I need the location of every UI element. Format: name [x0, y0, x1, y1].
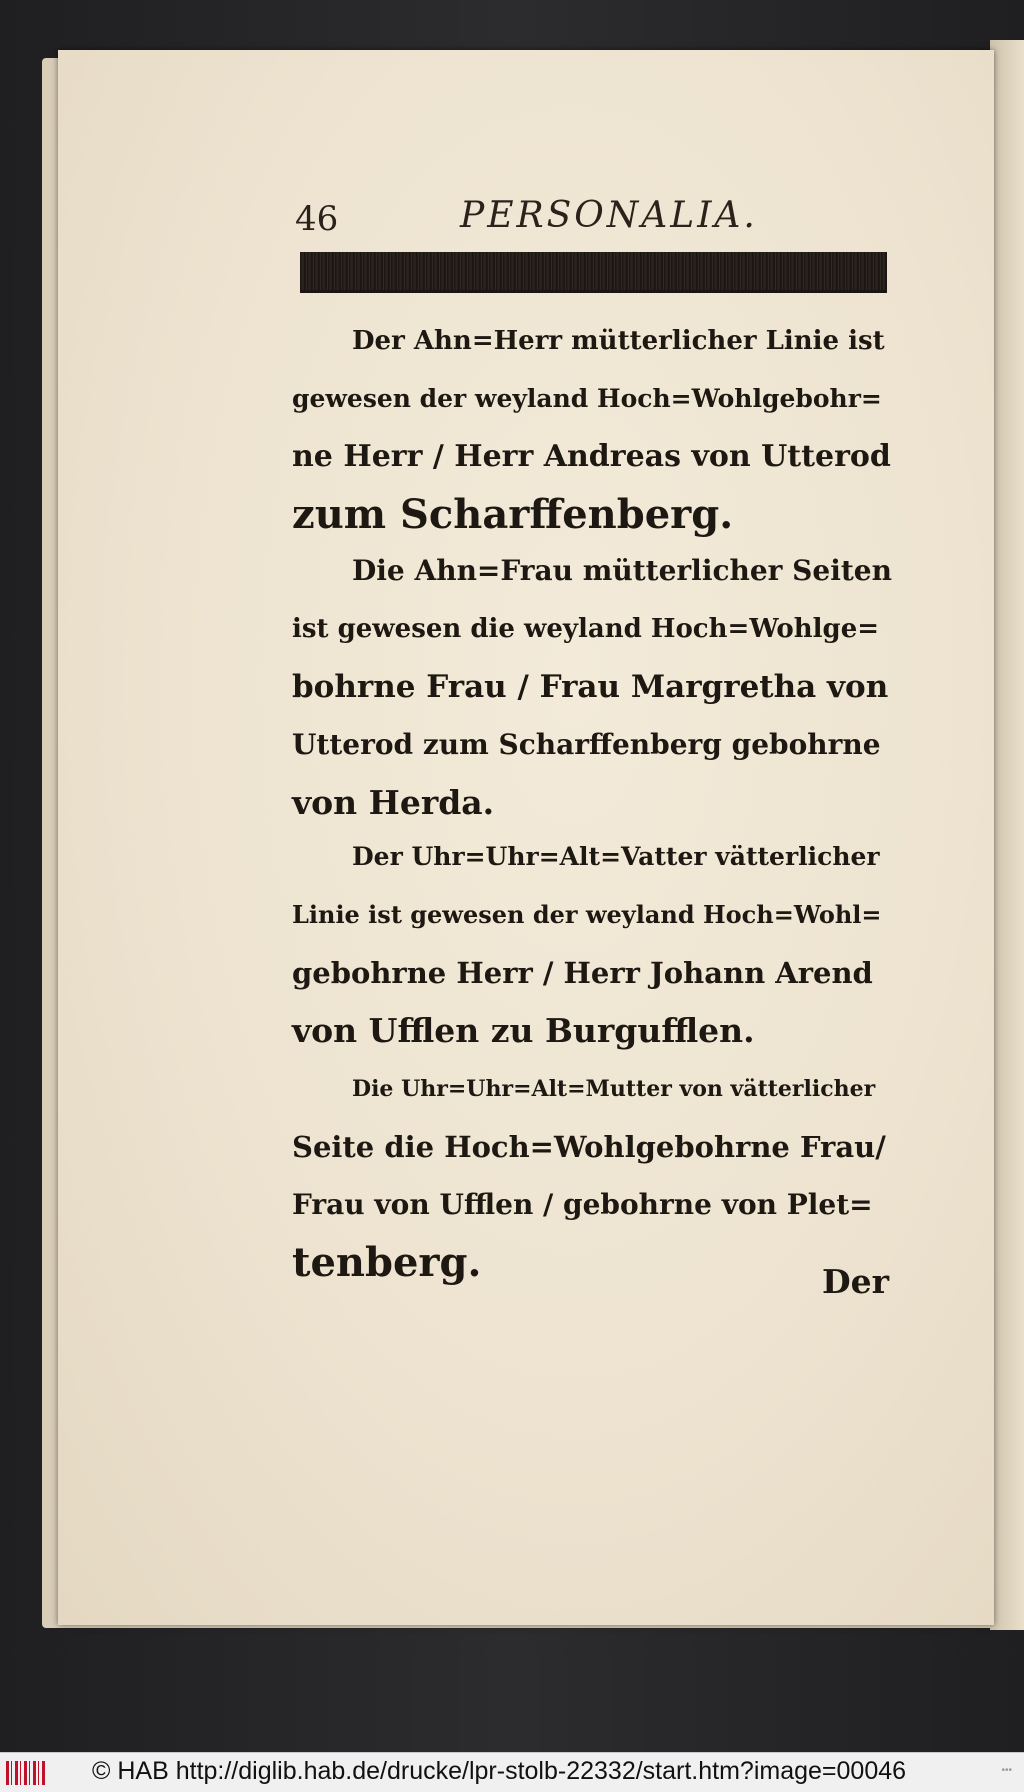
text-line: von Ufflen zu Burgufflen.	[292, 1011, 755, 1050]
paragraph-4	[292, 1060, 892, 1292]
text-line: Der Uhr=Uhr=Alt=Vatter vätterlicher	[352, 842, 880, 871]
text-line: Frau von Ufflen / gebohrne von Plet=	[292, 1188, 873, 1221]
paragraph-2	[292, 542, 892, 832]
text-line: tenberg.	[292, 1239, 482, 1286]
text-line: Die Uhr=Uhr=Alt=Mutter von vätterlicher	[352, 1076, 876, 1102]
text-line: gebohrne Herr / Herr Johann Arend	[292, 956, 873, 990]
text-line: Seite die Hoch=Wohlgebohrne Frau/	[292, 1130, 886, 1164]
text-line: Linie ist gewesen der weyland Hoch=Wohl=	[292, 900, 882, 929]
paragraph-3	[292, 828, 892, 1060]
text-line: ne Herr / Herr Andreas von Utterod	[292, 439, 891, 474]
page-number: 46	[295, 199, 339, 239]
page-header	[295, 195, 895, 243]
copyright-url[interactable]: © HAB http://diglib.hab.de/drucke/lpr-stolb-22332/start.htm?image=00046	[92, 1757, 907, 1785]
running-head: PERSONALIA.	[460, 195, 758, 236]
text-line: Der Ahn=Herr mütterlicher Linie ist	[352, 326, 885, 356]
text-line: bohrne Frau / Frau Margretha von	[292, 669, 889, 705]
more-icon[interactable]: •••	[1001, 1765, 1012, 1776]
text-line: gewesen der weyland Hoch=Wohlgebohr=	[292, 384, 882, 413]
text-line: Utterod zum Scharffenberg gebohrne	[292, 728, 881, 761]
hab-logo-icon	[6, 1761, 46, 1785]
paragraph-1	[292, 312, 892, 544]
facing-page-edge	[990, 40, 1024, 1630]
header-ornament-rule	[300, 252, 887, 293]
text-line: ist gewesen die weyland Hoch=Wohlge=	[292, 614, 880, 644]
catchword: Der	[822, 1262, 889, 1301]
text-line: Die Ahn=Frau mütterlicher Seiten	[352, 554, 892, 587]
text-line: zum Scharffenberg.	[292, 491, 734, 538]
text-line: von Herda.	[292, 783, 495, 822]
viewer-footer	[0, 1752, 1024, 1792]
